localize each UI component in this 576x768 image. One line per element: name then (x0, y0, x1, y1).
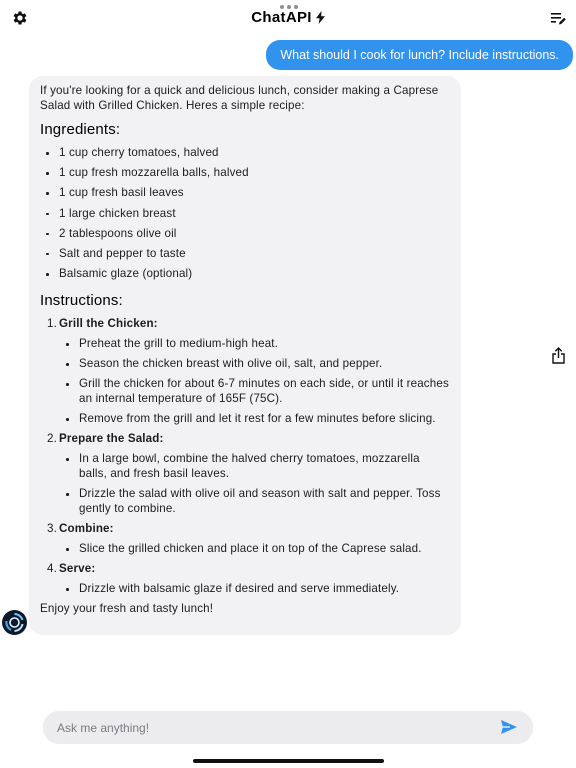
message-composer[interactable] (43, 711, 533, 744)
step-number: 2. (47, 432, 57, 446)
step-subitem: Preheat the grill to medium-high heat. (59, 336, 449, 351)
step-item (40, 561, 449, 596)
step-sublist (59, 541, 449, 556)
step-item (40, 431, 449, 516)
lightning-bolt-icon (316, 11, 325, 24)
header (0, 0, 576, 40)
step-title: Combine: (59, 522, 114, 536)
share-icon[interactable] (551, 347, 566, 364)
instructions-list (40, 316, 449, 596)
app-title: ChatAPI (251, 9, 312, 26)
ingredient-item: 1 large chicken breast (40, 206, 449, 226)
step-title: Grill the Chicken: (59, 317, 158, 331)
assistant-message-bubble[interactable] (29, 76, 461, 635)
step-title: Prepare the Salad: (59, 432, 164, 446)
ingredient-item: Balsamic glaze (optional) (40, 266, 449, 286)
ingredient-item: 1 cup fresh mozzarella balls, halved (40, 165, 449, 185)
step-sublist (59, 581, 449, 596)
step-number: 3. (47, 522, 57, 536)
step-title: Serve: (59, 562, 96, 576)
ingredient-item: 1 cup fresh basil leaves (40, 185, 449, 205)
step-item (40, 521, 449, 556)
ingredient-item: 2 tablespoons olive oil (40, 226, 449, 246)
step-subitem: Season the chicken breast with olive oil, salt, and pepper. (59, 356, 449, 371)
assistant-avatar-icon (2, 610, 27, 635)
step-subitem: Slice the grilled chicken and place it on top of the Caprese salad. (59, 541, 449, 556)
step-subitem: Grill the chicken for about 6-7 minutes on each side, or until it reaches an internal temperature of 165F (75C). (59, 376, 449, 406)
step-sublist (59, 336, 449, 426)
step-subitem: Drizzle the salad with olive oil and season with salt and pepper. Toss gently to combine. (59, 486, 449, 516)
step-number: 1. (47, 317, 57, 331)
ingredients-heading: Ingredients: (40, 121, 121, 138)
ingredient-item: Salt and pepper to taste (40, 246, 449, 266)
step-item (40, 316, 449, 426)
assistant-outro: Enjoy your fresh and tasty lunch! (40, 602, 214, 616)
instructions-heading: Instructions: (40, 292, 123, 310)
compose-list-icon[interactable] (550, 10, 566, 26)
step-subitem: Remove from the grill and let it rest for a few minutes before slicing. (59, 411, 449, 426)
ingredients-list (40, 145, 449, 286)
user-message-bubble[interactable]: What should I cook for lunch? Include instructions. (266, 40, 573, 70)
step-number: 4. (47, 562, 57, 576)
home-indicator[interactable] (193, 759, 384, 763)
step-sublist (59, 451, 449, 516)
ingredient-item: 1 cup cherry tomatoes, halved (40, 145, 449, 165)
step-subitem: In a large bowl, combine the halved cherry tomatoes, mozzarella balls, and fresh basil leaves. (59, 451, 449, 481)
send-icon[interactable] (501, 720, 517, 734)
assistant-intro: If you're looking for a quick and delicious lunch, consider making a Caprese Salad with Grilled Chicken. Heres a simple recipe: (40, 84, 439, 112)
step-subitem: Drizzle with balsamic glaze if desired and serve immediately. (59, 581, 449, 596)
message-input[interactable] (57, 711, 487, 744)
